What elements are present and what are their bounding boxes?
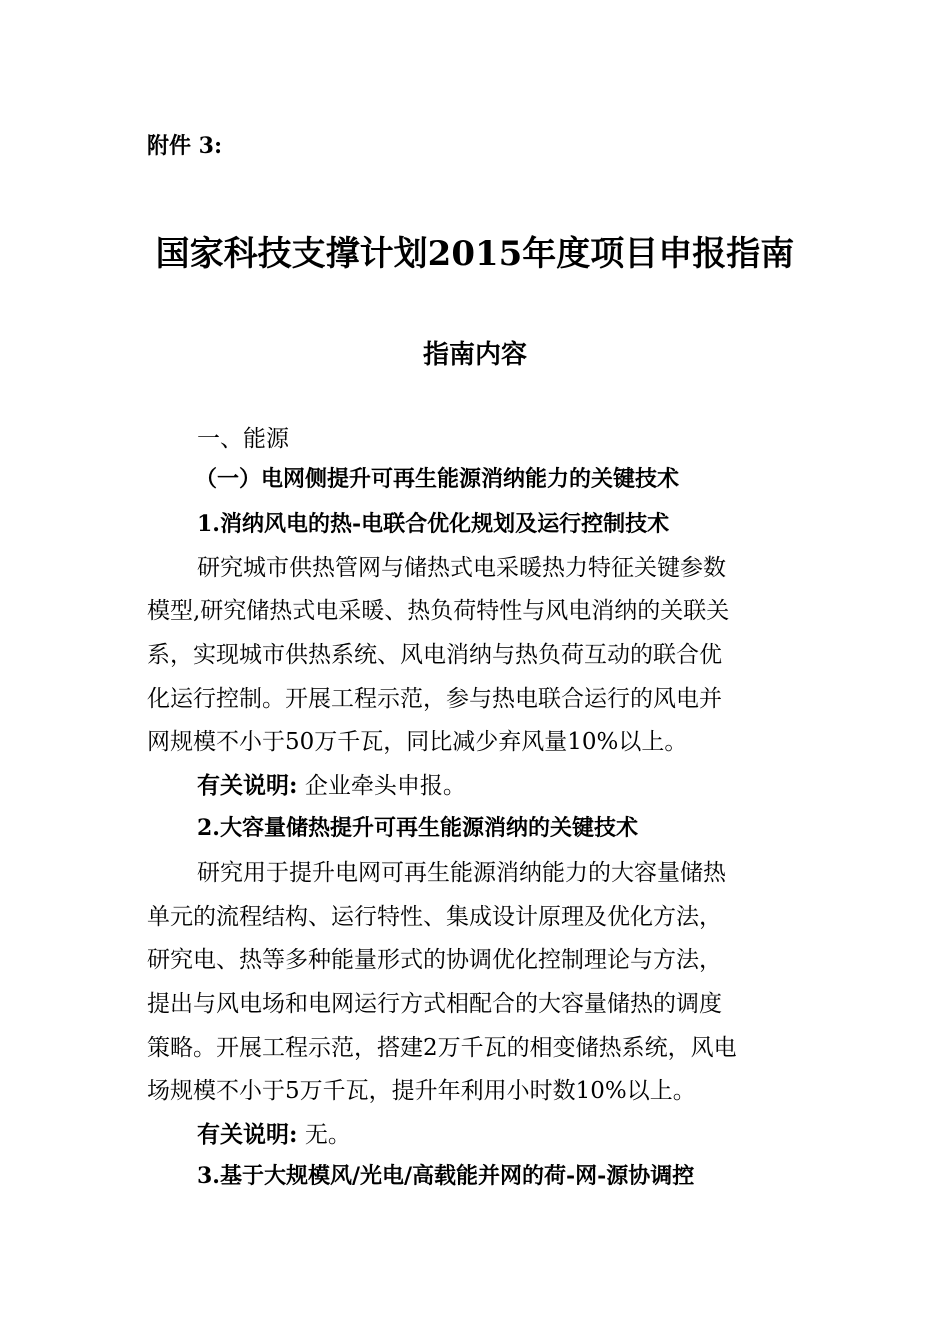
item-1-note: [197, 767, 466, 800]
item-2-note-label: 有关说明:: [197, 1121, 298, 1148]
item-2-note: [197, 1116, 351, 1149]
section-heading-energy: 一、能源: [197, 426, 289, 452]
item-1-note-label: 有关说明:: [197, 772, 298, 799]
item-2-text-line: 场规模不小于5万千瓦，提升年利用小时数10%以上。: [147, 1078, 696, 1104]
item-1-text-line: 研究城市供热管网与储热式电采暖热力特征关键参数: [197, 555, 726, 581]
subsection-heading-1: （一）电网侧提升可再生能源消纳能力的关键技术: [195, 466, 680, 492]
item-2-heading: 2.大容量储热提升可再生能源消纳的关键技术: [197, 815, 638, 841]
item-2-text-line: 研究电、热等多种能量形式的协调优化控制理论与方法，: [147, 947, 722, 973]
item-2-text-line: 策略。开展工程示范，搭建2万千瓦的相变储热系统，风电: [147, 1035, 737, 1061]
item-2-note-text: 无。: [304, 1122, 351, 1148]
attachment-label: 附件 3:: [147, 133, 223, 159]
item-1-heading: 1.消纳风电的热-电联合优化规划及运行控制技术: [197, 511, 670, 537]
item-2-text-line: 提出与风电场和电网运行方式相配合的大容量储热的调度: [147, 991, 722, 1017]
item-1-text-line: 化运行控制。开展工程示范，参与热电联合运行的风电并: [147, 686, 722, 712]
item-1-note-text: 企业牵头申报。: [304, 773, 466, 799]
item-1-text-line: 系，实现城市供热系统、风电消纳与热负荷互动的联合优: [147, 642, 722, 668]
item-3-heading: 3.基于大规模风/光电/高载能并网的荷-网-源协调控: [197, 1163, 695, 1189]
document-title: 国家科技支撑计划2015年度项目申报指南: [155, 234, 795, 274]
item-1-text-line: 模型,研究储热式电采暖、热负荷特性与风电消纳的关联关: [147, 598, 730, 624]
document-subtitle: 指南内容: [422, 340, 527, 370]
item-2-text-line: 单元的流程结构、运行特性、集成设计原理及优化方法，: [147, 904, 722, 930]
item-2-text-line: 研究用于提升电网可再生能源消纳能力的大容量储热: [197, 860, 726, 886]
item-1-text-line: 网规模不小于50万千瓦，同比减少弃风量10%以上。: [147, 729, 688, 755]
